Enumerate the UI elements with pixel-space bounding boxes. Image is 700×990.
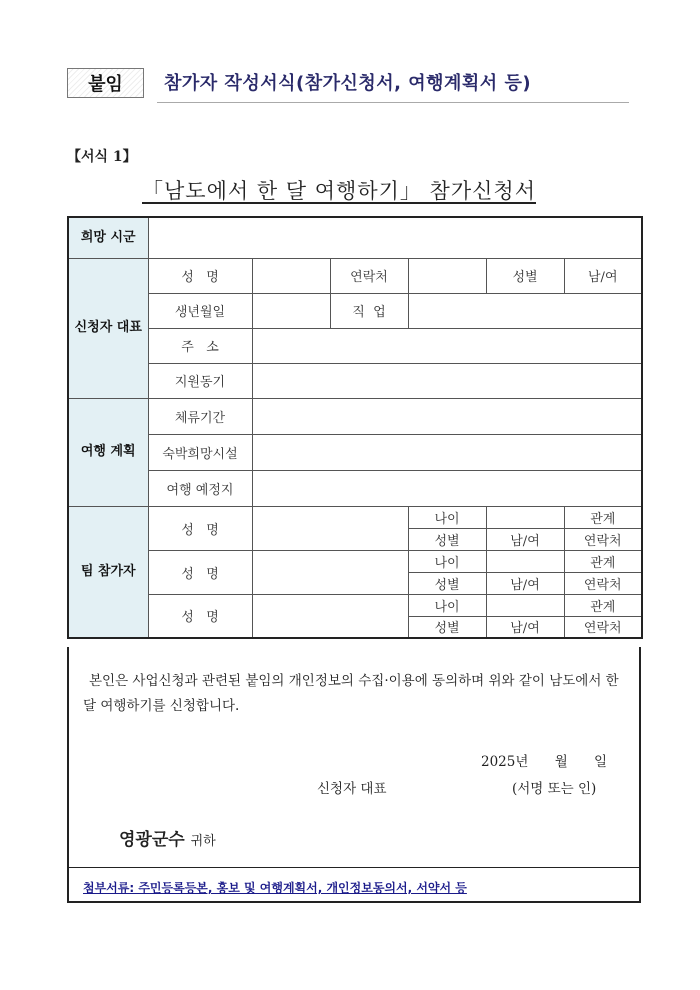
team-member-age-field[interactable] bbox=[486, 594, 564, 616]
header-divider bbox=[157, 102, 629, 103]
applicant-section-label: 신청자 대표 bbox=[68, 258, 148, 398]
applicant-address-label: 주 소 bbox=[148, 328, 252, 363]
team-member-gender-label: 성별 bbox=[408, 616, 486, 638]
travel-stay-label: 체류기간 bbox=[148, 398, 252, 434]
travel-destination-label: 여행 예정지 bbox=[148, 470, 252, 506]
team-member-age-label: 나이 bbox=[408, 506, 486, 528]
team-member-gender-field[interactable]: 남/여 bbox=[486, 528, 564, 550]
applicant-contact-field[interactable] bbox=[408, 258, 486, 293]
applicant-gender-field[interactable]: 남/여 bbox=[564, 258, 642, 293]
desired-region-label: 희망 시군 bbox=[68, 217, 148, 258]
travel-stay-field[interactable] bbox=[252, 398, 642, 434]
applicant-gender-label: 성별 bbox=[486, 258, 564, 293]
header bbox=[67, 65, 629, 105]
travel-lodging-field[interactable] bbox=[252, 434, 642, 470]
team-member-contact-label: 연락처 bbox=[564, 528, 642, 550]
form-number: 【서식 1】 bbox=[67, 149, 137, 165]
applicant-contact-label: 연락처 bbox=[330, 258, 408, 293]
recipient-name: 영광군수 bbox=[119, 830, 185, 850]
applicant-motive-field[interactable] bbox=[252, 363, 642, 398]
consent-text: 본인은 사업신청과 관련된 붙임의 개인정보의 수집·이용에 동의하며 위와 같이 남도에서 한 달 여행하기를 신청합니다. bbox=[83, 673, 619, 714]
applicant-job-label: 직 업 bbox=[330, 293, 408, 328]
recipient bbox=[119, 825, 216, 850]
team-member-relation-label: 관계 bbox=[564, 506, 642, 528]
consent-section bbox=[67, 647, 641, 903]
team-member-gender-label: 성별 bbox=[408, 528, 486, 550]
team-member-name-label: 성 명 bbox=[148, 506, 252, 550]
travel-section-label: 여행 계획 bbox=[68, 398, 148, 506]
attachment-badge: 붙임 bbox=[67, 68, 144, 98]
application-table bbox=[67, 216, 643, 639]
applicant-name-field[interactable] bbox=[252, 258, 330, 293]
recipient-suffix: 귀하 bbox=[190, 834, 216, 849]
team-member-contact-label: 연락처 bbox=[564, 572, 642, 594]
applicant-address-field[interactable] bbox=[252, 328, 642, 363]
team-member-age-label: 나이 bbox=[408, 550, 486, 572]
attachments-row bbox=[69, 867, 639, 902]
team-member-relation-label: 관계 bbox=[564, 594, 642, 616]
team-member-name-field[interactable] bbox=[252, 506, 408, 550]
form-title: 「남도에서 한 달 여행하기」 참가신청서 bbox=[142, 179, 536, 203]
signature-field[interactable]: (서명 또는 인) bbox=[512, 781, 597, 797]
applicant-motive-label: 지원동기 bbox=[148, 363, 252, 398]
applicant-birth-field[interactable] bbox=[252, 293, 330, 328]
team-member-age-label: 나이 bbox=[408, 594, 486, 616]
applicant-name-label: 성 명 bbox=[148, 258, 252, 293]
signer-label: 신청자 대표 bbox=[317, 781, 387, 797]
team-member-gender-field[interactable]: 남/여 bbox=[486, 616, 564, 638]
desired-region-field[interactable] bbox=[148, 217, 642, 258]
travel-destination-field[interactable] bbox=[252, 470, 642, 506]
team-member-name-field[interactable] bbox=[252, 550, 408, 594]
team-member-gender-field[interactable]: 남/여 bbox=[486, 572, 564, 594]
team-member-relation-label: 관계 bbox=[564, 550, 642, 572]
team-member-name-field[interactable] bbox=[252, 594, 408, 638]
travel-lodging-label: 숙박희망시설 bbox=[148, 434, 252, 470]
date-line[interactable]: 2025년 월 일 bbox=[481, 754, 608, 770]
header-title: 참가자 작성서식(참가신청서, 여행계획서 등) bbox=[164, 73, 532, 94]
team-member-name-label: 성 명 bbox=[148, 594, 252, 638]
team-member-contact-label: 연락처 bbox=[564, 616, 642, 638]
attachments-text: 첨부서류: 주민등록등본, 홍보 및 여행계획서, 개인정보동의서, 서약서 등 bbox=[83, 881, 467, 895]
team-member-name-label: 성 명 bbox=[148, 550, 252, 594]
team-member-gender-label: 성별 bbox=[408, 572, 486, 594]
applicant-birth-label: 생년월일 bbox=[148, 293, 252, 328]
applicant-job-field[interactable] bbox=[408, 293, 642, 328]
team-member-age-field[interactable] bbox=[486, 550, 564, 572]
team-section-label: 팀 참가자 bbox=[68, 506, 148, 638]
team-member-age-field[interactable] bbox=[486, 506, 564, 528]
